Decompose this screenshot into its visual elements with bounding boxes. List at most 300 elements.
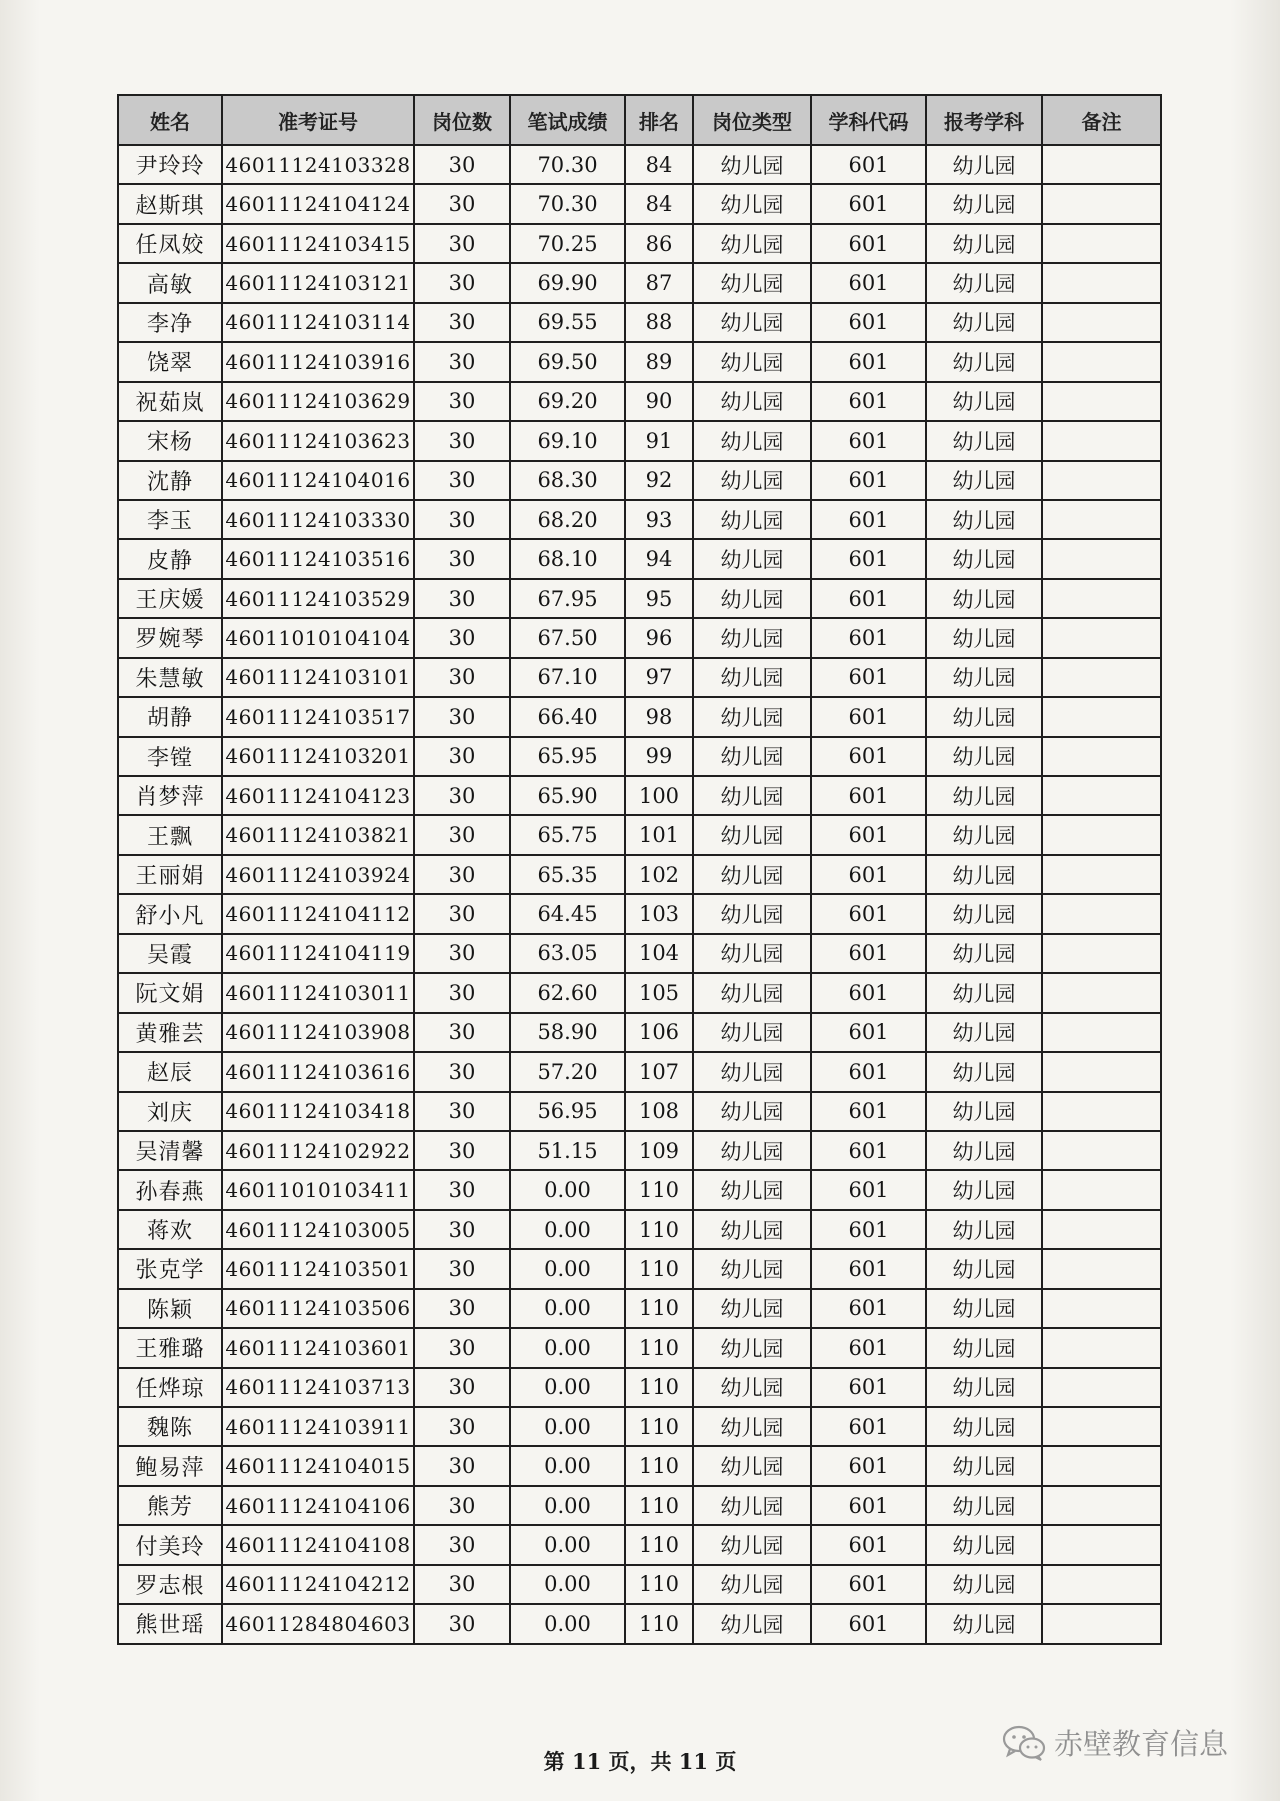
cell-exam-id: 46011124103623 <box>222 421 414 460</box>
table-body <box>118 145 1161 1644</box>
cell-rank: 110 <box>625 1604 693 1643</box>
header-rank: 排名 <box>625 95 693 145</box>
cell-subject-code: 601 <box>811 1170 926 1209</box>
cell-remarks <box>1042 894 1161 933</box>
cell-exam-id: 46011124104123 <box>222 776 414 815</box>
cell-name: 吴清馨 <box>118 1131 222 1170</box>
cell-rank: 87 <box>625 263 693 302</box>
cell-rank: 104 <box>625 934 693 973</box>
cell-name: 王飘 <box>118 815 222 854</box>
cell-rank: 108 <box>625 1092 693 1131</box>
cell-subject: 幼儿园 <box>926 579 1042 618</box>
cell-name: 祝茹岚 <box>118 382 222 421</box>
cell-subject-code: 601 <box>811 263 926 302</box>
cell-position-type: 幼儿园 <box>693 1131 811 1170</box>
cell-exam-id: 46011124103529 <box>222 579 414 618</box>
cell-exam-id: 46011124104106 <box>222 1486 414 1525</box>
cell-rank: 98 <box>625 697 693 736</box>
cell-subject: 幼儿园 <box>926 658 1042 697</box>
cell-score: 69.55 <box>510 303 625 342</box>
cell-name: 黄雅芸 <box>118 1013 222 1052</box>
cell-score: 70.30 <box>510 184 625 223</box>
cell-subject-code: 601 <box>811 1486 926 1525</box>
table-row <box>118 1486 1161 1525</box>
cell-exam-id: 46011124103601 <box>222 1328 414 1367</box>
cell-position-type: 幼儿园 <box>693 934 811 973</box>
cell-exam-id: 46011124104108 <box>222 1525 414 1564</box>
cell-exam-id: 46011124103501 <box>222 1249 414 1288</box>
cell-name: 任凤姣 <box>118 224 222 263</box>
table-row <box>118 1328 1161 1367</box>
cell-positions: 30 <box>414 1407 510 1446</box>
cell-remarks <box>1042 184 1161 223</box>
cell-subject-code: 601 <box>811 1013 926 1052</box>
cell-subject-code: 601 <box>811 1092 926 1131</box>
cell-subject-code: 601 <box>811 1446 926 1485</box>
cell-score: 0.00 <box>510 1565 625 1604</box>
cell-position-type: 幼儿园 <box>693 1407 811 1446</box>
table-row <box>118 1052 1161 1091</box>
cell-remarks <box>1042 973 1161 1012</box>
cell-rank: 110 <box>625 1249 693 1288</box>
header-remarks: 备注 <box>1042 95 1161 145</box>
cell-exam-id: 46011124104015 <box>222 1446 414 1485</box>
cell-remarks <box>1042 1170 1161 1209</box>
cell-rank: 93 <box>625 500 693 539</box>
cell-rank: 110 <box>625 1328 693 1367</box>
cell-remarks <box>1042 1328 1161 1367</box>
cell-subject-code: 601 <box>811 894 926 933</box>
cell-score: 51.15 <box>510 1131 625 1170</box>
cell-name: 尹玲玲 <box>118 145 222 184</box>
cell-score: 67.10 <box>510 658 625 697</box>
cell-score: 63.05 <box>510 934 625 973</box>
cell-score: 67.50 <box>510 618 625 657</box>
cell-remarks <box>1042 737 1161 776</box>
cell-remarks <box>1042 1525 1161 1564</box>
cell-subject-code: 601 <box>811 1328 926 1367</box>
table-row <box>118 145 1161 184</box>
cell-subject: 幼儿园 <box>926 224 1042 263</box>
cell-positions: 30 <box>414 776 510 815</box>
cell-subject-code: 601 <box>811 1249 926 1288</box>
cell-subject-code: 601 <box>811 855 926 894</box>
cell-subject-code: 601 <box>811 1565 926 1604</box>
cell-score: 69.50 <box>510 342 625 381</box>
cell-subject-code: 601 <box>811 539 926 578</box>
cell-remarks <box>1042 500 1161 539</box>
cell-remarks <box>1042 1131 1161 1170</box>
cell-remarks <box>1042 1604 1161 1643</box>
table-row <box>118 579 1161 618</box>
table-row <box>118 1131 1161 1170</box>
cell-position-type: 幼儿园 <box>693 855 811 894</box>
table-row <box>118 539 1161 578</box>
cell-subject: 幼儿园 <box>926 1565 1042 1604</box>
cell-score: 68.30 <box>510 461 625 500</box>
cell-exam-id: 46011124103517 <box>222 697 414 736</box>
cell-exam-id: 46011124103201 <box>222 737 414 776</box>
cell-rank: 94 <box>625 539 693 578</box>
cell-exam-id: 46011124103114 <box>222 303 414 342</box>
cell-subject-code: 601 <box>811 1368 926 1407</box>
cell-position-type: 幼儿园 <box>693 382 811 421</box>
cell-position-type: 幼儿园 <box>693 1092 811 1131</box>
table-row <box>118 934 1161 973</box>
cell-exam-id: 46011124102922 <box>222 1131 414 1170</box>
table-row <box>118 382 1161 421</box>
cell-subject-code: 601 <box>811 1210 926 1249</box>
cell-subject: 幼儿园 <box>926 1289 1042 1328</box>
cell-remarks <box>1042 1486 1161 1525</box>
cell-subject-code: 601 <box>811 224 926 263</box>
cell-subject: 幼儿园 <box>926 184 1042 223</box>
cell-position-type: 幼儿园 <box>693 658 811 697</box>
cell-positions: 30 <box>414 1565 510 1604</box>
cell-exam-id: 46011284804603 <box>222 1604 414 1643</box>
cell-positions: 30 <box>414 1604 510 1643</box>
cell-name: 魏陈 <box>118 1407 222 1446</box>
watermark <box>1002 1722 1228 1763</box>
cell-score: 0.00 <box>510 1210 625 1249</box>
cell-subject-code: 601 <box>811 1407 926 1446</box>
cell-subject: 幼儿园 <box>926 894 1042 933</box>
cell-name: 王庆媛 <box>118 579 222 618</box>
cell-remarks <box>1042 1407 1161 1446</box>
cell-subject: 幼儿园 <box>926 1013 1042 1052</box>
cell-rank: 109 <box>625 1131 693 1170</box>
cell-position-type: 幼儿园 <box>693 224 811 263</box>
cell-subject-code: 601 <box>811 1604 926 1643</box>
cell-position-type: 幼儿园 <box>693 1170 811 1209</box>
cell-exam-id: 46011124104124 <box>222 184 414 223</box>
cell-remarks <box>1042 145 1161 184</box>
table-row <box>118 184 1161 223</box>
cell-position-type: 幼儿园 <box>693 618 811 657</box>
cell-positions: 30 <box>414 1092 510 1131</box>
cell-remarks <box>1042 1052 1161 1091</box>
cell-score: 56.95 <box>510 1092 625 1131</box>
cell-name: 李净 <box>118 303 222 342</box>
cell-position-type: 幼儿园 <box>693 1565 811 1604</box>
cell-subject-code: 601 <box>811 382 926 421</box>
cell-positions: 30 <box>414 539 510 578</box>
cell-score: 65.35 <box>510 855 625 894</box>
header-subject-code: 学科代码 <box>811 95 926 145</box>
cell-subject-code: 601 <box>811 973 926 1012</box>
cell-position-type: 幼儿园 <box>693 1289 811 1328</box>
cell-rank: 84 <box>625 184 693 223</box>
cell-subject: 幼儿园 <box>926 303 1042 342</box>
table-row <box>118 303 1161 342</box>
table-row <box>118 894 1161 933</box>
cell-score: 64.45 <box>510 894 625 933</box>
cell-rank: 110 <box>625 1368 693 1407</box>
cell-score: 65.95 <box>510 737 625 776</box>
cell-remarks <box>1042 1368 1161 1407</box>
cell-rank: 86 <box>625 224 693 263</box>
cell-position-type: 幼儿园 <box>693 461 811 500</box>
table-row <box>118 658 1161 697</box>
table-row <box>118 737 1161 776</box>
cell-position-type: 幼儿园 <box>693 776 811 815</box>
cell-rank: 100 <box>625 776 693 815</box>
cell-rank: 110 <box>625 1486 693 1525</box>
cell-subject: 幼儿园 <box>926 1328 1042 1367</box>
cell-position-type: 幼儿园 <box>693 1210 811 1249</box>
cell-name: 王丽娟 <box>118 855 222 894</box>
cell-rank: 110 <box>625 1210 693 1249</box>
table-row <box>118 1604 1161 1643</box>
cell-score: 70.30 <box>510 145 625 184</box>
cell-name: 孙春燕 <box>118 1170 222 1209</box>
cell-positions: 30 <box>414 618 510 657</box>
cell-positions: 30 <box>414 1525 510 1564</box>
cell-name: 皮静 <box>118 539 222 578</box>
table-row <box>118 1092 1161 1131</box>
table-row <box>118 1368 1161 1407</box>
cell-rank: 103 <box>625 894 693 933</box>
cell-subject-code: 601 <box>811 737 926 776</box>
cell-name: 宋杨 <box>118 421 222 460</box>
cell-score: 0.00 <box>510 1368 625 1407</box>
cell-name: 刘庆 <box>118 1092 222 1131</box>
cell-name: 鲍易萍 <box>118 1446 222 1485</box>
cell-exam-id: 46011124103121 <box>222 263 414 302</box>
cell-subject-code: 601 <box>811 421 926 460</box>
cell-rank: 110 <box>625 1170 693 1209</box>
header-name: 姓名 <box>118 95 222 145</box>
cell-positions: 30 <box>414 145 510 184</box>
cell-subject-code: 601 <box>811 697 926 736</box>
cell-position-type: 幼儿园 <box>693 184 811 223</box>
cell-remarks <box>1042 579 1161 618</box>
table-row <box>118 1565 1161 1604</box>
cell-subject-code: 601 <box>811 934 926 973</box>
cell-rank: 110 <box>625 1289 693 1328</box>
cell-rank: 91 <box>625 421 693 460</box>
cell-rank: 110 <box>625 1407 693 1446</box>
cell-position-type: 幼儿园 <box>693 1328 811 1367</box>
cell-positions: 30 <box>414 184 510 223</box>
cell-position-type: 幼儿园 <box>693 579 811 618</box>
cell-score: 62.60 <box>510 973 625 1012</box>
cell-exam-id: 46011124103330 <box>222 500 414 539</box>
cell-positions: 30 <box>414 697 510 736</box>
cell-exam-id: 46011124103418 <box>222 1092 414 1131</box>
cell-exam-id: 46011124104212 <box>222 1565 414 1604</box>
cell-name: 肖梦萍 <box>118 776 222 815</box>
cell-remarks <box>1042 263 1161 302</box>
cell-position-type: 幼儿园 <box>693 500 811 539</box>
cell-subject-code: 601 <box>811 1289 926 1328</box>
table-row <box>118 618 1161 657</box>
cell-remarks <box>1042 1249 1161 1288</box>
cell-rank: 95 <box>625 579 693 618</box>
cell-exam-id: 46011124103713 <box>222 1368 414 1407</box>
cell-position-type: 幼儿园 <box>693 1249 811 1288</box>
cell-remarks <box>1042 421 1161 460</box>
cell-score: 0.00 <box>510 1328 625 1367</box>
cell-rank: 90 <box>625 382 693 421</box>
cell-name: 朱慧敏 <box>118 658 222 697</box>
cell-score: 0.00 <box>510 1604 625 1643</box>
cell-rank: 99 <box>625 737 693 776</box>
cell-name: 陈颖 <box>118 1289 222 1328</box>
table-row <box>118 1446 1161 1485</box>
cell-subject: 幼儿园 <box>926 1407 1042 1446</box>
table-row <box>118 1289 1161 1328</box>
cell-subject: 幼儿园 <box>926 1368 1042 1407</box>
table-header-row <box>118 95 1161 145</box>
cell-remarks <box>1042 855 1161 894</box>
cell-positions: 30 <box>414 1446 510 1485</box>
header-subject: 报考学科 <box>926 95 1042 145</box>
table-row <box>118 1407 1161 1446</box>
cell-positions: 30 <box>414 342 510 381</box>
header-score: 笔试成绩 <box>510 95 625 145</box>
cell-exam-id: 46011124104112 <box>222 894 414 933</box>
table-row <box>118 421 1161 460</box>
cell-positions: 30 <box>414 1249 510 1288</box>
cell-rank: 110 <box>625 1446 693 1485</box>
cell-position-type: 幼儿园 <box>693 1052 811 1091</box>
cell-name: 张克学 <box>118 1249 222 1288</box>
cell-position-type: 幼儿园 <box>693 539 811 578</box>
cell-subject-code: 601 <box>811 342 926 381</box>
page-number: 第 11 页，共 11 页 <box>543 1749 737 1774</box>
cell-subject: 幼儿园 <box>926 815 1042 854</box>
cell-rank: 89 <box>625 342 693 381</box>
cell-name: 吴霞 <box>118 934 222 973</box>
cell-positions: 30 <box>414 1210 510 1249</box>
cell-exam-id: 46011124103629 <box>222 382 414 421</box>
cell-position-type: 幼儿园 <box>693 1013 811 1052</box>
cell-exam-id: 46011124103328 <box>222 145 414 184</box>
cell-rank: 101 <box>625 815 693 854</box>
watermark-text: 赤壁教育信息 <box>1054 1727 1229 1761</box>
cell-score: 70.25 <box>510 224 625 263</box>
cell-position-type: 幼儿园 <box>693 1368 811 1407</box>
cell-exam-id: 46011124104016 <box>222 461 414 500</box>
cell-subject: 幼儿园 <box>926 934 1042 973</box>
cell-positions: 30 <box>414 1052 510 1091</box>
cell-subject-code: 601 <box>811 1525 926 1564</box>
cell-subject: 幼儿园 <box>926 973 1042 1012</box>
cell-score: 69.10 <box>510 421 625 460</box>
cell-score: 68.10 <box>510 539 625 578</box>
cell-exam-id: 46011124104119 <box>222 934 414 973</box>
cell-name: 任烨琼 <box>118 1368 222 1407</box>
cell-name: 李玉 <box>118 500 222 539</box>
cell-rank: 105 <box>625 973 693 1012</box>
cell-rank: 106 <box>625 1013 693 1052</box>
table-row <box>118 500 1161 539</box>
header-position-type: 岗位类型 <box>693 95 811 145</box>
cell-exam-id: 46011124103101 <box>222 658 414 697</box>
cell-positions: 30 <box>414 1289 510 1328</box>
cell-remarks <box>1042 1446 1161 1485</box>
cell-remarks <box>1042 934 1161 973</box>
cell-position-type: 幼儿园 <box>693 894 811 933</box>
cell-rank: 107 <box>625 1052 693 1091</box>
cell-exam-id: 46011124103924 <box>222 855 414 894</box>
cell-subject-code: 601 <box>811 618 926 657</box>
cell-subject: 幼儿园 <box>926 539 1042 578</box>
cell-score: 57.20 <box>510 1052 625 1091</box>
cell-subject-code: 601 <box>811 1131 926 1170</box>
cell-exam-id: 46011010103411 <box>222 1170 414 1209</box>
cell-positions: 30 <box>414 1013 510 1052</box>
cell-name: 饶翠 <box>118 342 222 381</box>
cell-score: 0.00 <box>510 1525 625 1564</box>
cell-exam-id: 46011124103516 <box>222 539 414 578</box>
cell-positions: 30 <box>414 934 510 973</box>
table-row <box>118 342 1161 381</box>
cell-name: 沈静 <box>118 461 222 500</box>
cell-positions: 30 <box>414 1170 510 1209</box>
cell-remarks <box>1042 776 1161 815</box>
cell-rank: 110 <box>625 1565 693 1604</box>
cell-subject: 幼儿园 <box>926 855 1042 894</box>
cell-name: 胡静 <box>118 697 222 736</box>
cell-exam-id: 46011124103616 <box>222 1052 414 1091</box>
cell-exam-id: 46011124103908 <box>222 1013 414 1052</box>
cell-score: 58.90 <box>510 1013 625 1052</box>
cell-positions: 30 <box>414 1131 510 1170</box>
cell-positions: 30 <box>414 1368 510 1407</box>
cell-remarks <box>1042 1210 1161 1249</box>
table-row <box>118 1249 1161 1288</box>
cell-rank: 97 <box>625 658 693 697</box>
cell-subject: 幼儿园 <box>926 461 1042 500</box>
cell-positions: 30 <box>414 1328 510 1367</box>
cell-subject: 幼儿园 <box>926 618 1042 657</box>
cell-remarks <box>1042 1565 1161 1604</box>
cell-remarks <box>1042 224 1161 263</box>
cell-positions: 30 <box>414 1486 510 1525</box>
cell-subject-code: 601 <box>811 500 926 539</box>
cell-exam-id: 46011124103415 <box>222 224 414 263</box>
cell-name: 舒小凡 <box>118 894 222 933</box>
cell-remarks <box>1042 658 1161 697</box>
cell-position-type: 幼儿园 <box>693 697 811 736</box>
table-row <box>118 263 1161 302</box>
cell-position-type: 幼儿园 <box>693 1604 811 1643</box>
cell-subject: 幼儿园 <box>926 1446 1042 1485</box>
table-row <box>118 776 1161 815</box>
cell-score: 68.20 <box>510 500 625 539</box>
cell-subject: 幼儿园 <box>926 737 1042 776</box>
cell-positions: 30 <box>414 303 510 342</box>
cell-subject: 幼儿园 <box>926 1486 1042 1525</box>
cell-exam-id: 46011124103005 <box>222 1210 414 1249</box>
cell-subject-code: 601 <box>811 658 926 697</box>
cell-score: 66.40 <box>510 697 625 736</box>
cell-subject: 幼儿园 <box>926 500 1042 539</box>
cell-subject: 幼儿园 <box>926 1525 1042 1564</box>
table-row <box>118 697 1161 736</box>
cell-name: 熊世瑶 <box>118 1604 222 1643</box>
cell-score: 69.20 <box>510 382 625 421</box>
cell-subject: 幼儿园 <box>926 776 1042 815</box>
cell-positions: 30 <box>414 461 510 500</box>
cell-exam-id: 46011124103911 <box>222 1407 414 1446</box>
cell-remarks <box>1042 697 1161 736</box>
cell-subject-code: 601 <box>811 303 926 342</box>
cell-score: 65.75 <box>510 815 625 854</box>
cell-exam-id: 46011124103011 <box>222 973 414 1012</box>
